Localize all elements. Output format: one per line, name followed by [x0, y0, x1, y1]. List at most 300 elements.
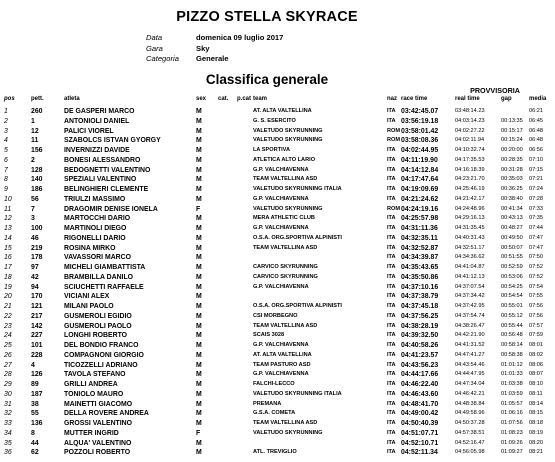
pos-cell: 15: [4, 244, 12, 252]
table-row: [4, 370, 543, 380]
bib-cell: 56: [31, 195, 39, 203]
gap-cell: 01:05:57: [501, 400, 523, 407]
team-cell: ATL. TREVIGLIO: [253, 449, 297, 456]
nation-cell: ITA: [387, 439, 396, 446]
pos-cell: 16: [4, 254, 12, 262]
pace-cell: 08:07: [529, 371, 543, 378]
nation-cell: ITA: [387, 186, 396, 192]
bib-cell: 217: [31, 312, 43, 320]
nation-cell: ITA: [387, 351, 396, 358]
pos-cell: 9: [4, 186, 8, 193]
nation-cell: ITA: [387, 449, 396, 456]
pace-cell: 07:52: [529, 264, 543, 270]
team-cell: TEAM VALTELLINA ASD: [253, 244, 318, 251]
sex-cell: M: [196, 195, 202, 203]
category-row: [146, 54, 283, 65]
header-pos: pos: [4, 96, 15, 102]
race-time-cell: 04:40:58.26: [401, 342, 439, 349]
bib-cell: 136: [31, 420, 43, 427]
athlete-cell: INVERNIZZI DAVIDE: [64, 147, 130, 154]
pace-cell: 08:15: [529, 410, 543, 417]
real-time-cell: 04:03:14.23: [455, 117, 485, 124]
sex-cell: M: [196, 420, 202, 427]
gap-cell: 01:03:38: [501, 381, 523, 387]
athlete-cell: LONGHI ROBERTO: [64, 332, 128, 340]
nation-cell: ITA: [387, 166, 396, 173]
athlete-cell: MARTINOLI DIEGO: [64, 225, 127, 232]
header-cat: cat.: [218, 96, 229, 102]
race-time-cell: 04:38:28.19: [401, 322, 439, 330]
table-row: [4, 175, 543, 185]
table-row: [4, 263, 543, 273]
gap-cell: 00:48:27: [501, 225, 523, 231]
sex-cell: M: [196, 176, 202, 184]
athlete-cell: MILANI PAOLO: [64, 303, 114, 310]
header-atleta: atleta: [64, 96, 80, 102]
real-time-cell: 04:02:11.94: [455, 137, 485, 144]
pos-cell: 30: [4, 390, 12, 398]
team-cell: G.S.A. COMETA: [253, 410, 296, 417]
real-time-cell: 03:48:14.23: [455, 108, 485, 114]
team-cell: AT. ALTA VALTELLINA: [253, 108, 312, 114]
pos-cell: 28: [4, 371, 12, 379]
pos-cell: 7: [4, 166, 8, 174]
header-gap: gap: [501, 96, 512, 102]
nation-cell: ITA: [387, 264, 396, 270]
nation-cell: ITA: [387, 215, 396, 222]
athlete-cell: ANTONIOLI DANIEL: [64, 117, 130, 125]
athlete-cell: TICOZZELLI ADRIANO: [64, 361, 138, 369]
gap-cell: 01:07:56: [501, 420, 523, 426]
gap-cell: 00:35:03: [501, 176, 523, 183]
sex-cell: M: [196, 108, 202, 115]
race-row: [146, 44, 283, 55]
race-time-cell: 04:11:19.90: [401, 156, 438, 164]
nation-cell: ITA: [387, 361, 396, 368]
team-cell: VALETUDO SKYRUNNING: [253, 137, 323, 144]
sex-cell: M: [196, 390, 202, 398]
race-time-cell: 03:58:01.42: [401, 127, 439, 135]
race-time-cell: 04:46:22.40: [401, 381, 439, 388]
nation-cell: ITA: [387, 293, 396, 300]
pace-cell: 07:33: [529, 205, 543, 212]
athlete-cell: COMPAGNONI GIORGIO: [64, 351, 144, 359]
race-time-cell: 04:44:17.66: [401, 371, 439, 379]
sex-cell: M: [196, 342, 202, 349]
athlete-cell: TAVOLA STEFANO: [64, 371, 126, 379]
athlete-cell: DELLA ROVERE ANDREA: [64, 410, 149, 418]
category-value: Generale: [196, 54, 229, 63]
pace-cell: 07:44: [529, 225, 543, 231]
athlete-cell: SPEZIALI VALENTINO: [64, 176, 137, 184]
athlete-cell: RIGONELLI DARIO: [64, 234, 126, 242]
real-time-cell: 04:50:37.28: [455, 420, 485, 426]
sex-cell: M: [196, 303, 202, 310]
nation-cell: ITA: [387, 381, 396, 387]
pace-cell: 07:54: [529, 283, 543, 290]
gap-cell: 01:08:23: [501, 429, 523, 436]
race-time-cell: 04:35:50.86: [401, 273, 439, 281]
team-cell: CARVICO SKYRUNNING: [253, 264, 318, 270]
pace-cell: 07:24: [529, 186, 543, 192]
nation-cell: ITA: [387, 410, 396, 417]
gap-cell: 01:09:26: [501, 439, 523, 446]
sex-cell: M: [196, 225, 202, 232]
nation-cell: ITA: [387, 244, 396, 251]
pace-cell: 07:56: [529, 303, 543, 309]
table-row: [4, 185, 543, 195]
athlete-cell: BELINGHIERI CLEMENTE: [64, 186, 149, 193]
nation-cell: ITA: [387, 273, 396, 280]
sex-cell: M: [196, 147, 202, 154]
pos-cell: 32: [4, 410, 12, 418]
gap-cell: 01:03:59: [501, 390, 523, 397]
pos-cell: 8: [4, 176, 8, 184]
bib-cell: 11: [31, 137, 39, 145]
athlete-cell: DE GASPERI MARCO: [64, 108, 135, 115]
race-label: Gara: [146, 43, 163, 53]
header-media: media: [529, 96, 547, 102]
bib-cell: 38: [31, 400, 39, 408]
race-time-cell: 04:17:47.64: [401, 176, 439, 184]
athlete-cell: GROSSI VALENTINO: [64, 420, 133, 427]
bib-cell: 7: [31, 205, 35, 213]
gap-cell: 00:28:35: [501, 156, 523, 163]
pos-cell: 21: [4, 303, 12, 310]
real-time-cell: 04:23:21.70: [455, 176, 485, 183]
race-time-cell: 04:43:56.23: [401, 361, 439, 369]
date-row: [146, 33, 283, 44]
table-row: [4, 107, 543, 117]
bib-cell: 227: [31, 332, 43, 340]
nation-cell: ITA: [387, 234, 396, 241]
bib-cell: 170: [31, 293, 43, 301]
table-row: [4, 234, 543, 244]
team-cell: VALETUDO SKYRUNNING: [253, 205, 323, 212]
real-time-cell: 04:57:38.51: [455, 429, 485, 436]
real-time-cell: 04:47:41.27: [455, 351, 485, 358]
pos-cell: 22: [4, 312, 12, 320]
real-time-cell: 04:32:51.17: [455, 244, 485, 251]
real-time-cell: 04:47:34.04: [455, 381, 485, 387]
athlete-cell: VICIANI ALEX: [64, 293, 110, 301]
bib-cell: 62: [31, 449, 39, 457]
nation-cell: ITA: [387, 117, 396, 124]
team-cell: G. S. ESERCITO: [253, 117, 296, 124]
pos-cell: 3: [4, 127, 8, 135]
real-time-cell: 04:17:35.53: [455, 156, 485, 163]
table-row: [4, 214, 543, 224]
pace-cell: 06:21: [529, 108, 543, 114]
table-row: [4, 400, 543, 410]
athlete-cell: GUSMEROLI PAOLO: [64, 322, 132, 330]
gap-cell: 01:09:27: [501, 449, 523, 456]
real-time-cell: 04:42:21.90: [455, 332, 485, 339]
bib-cell: 46: [31, 234, 39, 242]
race-time-cell: 04:39:32.50: [401, 332, 439, 340]
sex-cell: M: [196, 293, 202, 301]
gap-cell: 00:55:44: [501, 322, 523, 329]
athlete-cell: ALQUA' VALENTINO: [64, 439, 132, 447]
race-time-cell: 04:50:40.39: [401, 420, 439, 427]
team-cell: TEAM PASTURO ASD: [253, 361, 311, 368]
athlete-cell: GRILLI ANDREA: [64, 381, 118, 388]
table-row: [4, 146, 543, 156]
nation-cell: ITA: [387, 332, 396, 339]
pace-cell: 07:55: [529, 293, 543, 300]
table-row: [4, 429, 543, 439]
race-time-cell: 04:32:35.11: [401, 234, 438, 242]
table-row: [4, 361, 543, 371]
gap-cell: 00:54:54: [501, 293, 523, 300]
race-time-cell: 04:46:43.60: [401, 390, 439, 398]
gap-cell: 00:58:14: [501, 342, 523, 348]
nation-cell: ITA: [387, 312, 396, 319]
bib-cell: 2: [31, 156, 35, 164]
team-cell: MERA ATHLETIC CLUB: [253, 215, 315, 222]
gap-cell: 00:55:12: [501, 312, 523, 319]
sex-cell: M: [196, 322, 202, 330]
pace-cell: 06:48: [529, 137, 543, 144]
real-time-cell: 04:31:35.45: [455, 225, 485, 231]
pace-cell: 07:28: [529, 195, 543, 202]
bib-cell: 187: [31, 390, 43, 398]
gap-cell: 01:06:16: [501, 410, 523, 417]
pos-cell: 31: [4, 400, 12, 408]
gap-cell: 00:58:38: [501, 351, 523, 358]
bib-cell: 101: [31, 342, 43, 349]
real-time-cell: 04:25:46.19: [455, 186, 485, 192]
gap-cell: 00:31:28: [501, 166, 523, 173]
real-time-cell: 04:38:26.47: [455, 322, 485, 329]
table-row: [4, 253, 543, 263]
pos-cell: 36: [4, 449, 12, 457]
sex-cell: M: [196, 273, 202, 281]
race-time-cell: 04:19:09.69: [401, 186, 439, 193]
bib-cell: 12: [31, 127, 39, 135]
pos-cell: 25: [4, 342, 12, 349]
sex-cell: M: [196, 117, 202, 125]
athlete-cell: MARTOCCHI DARIO: [64, 215, 131, 223]
team-cell: VALETUDO SKYRUNNING: [253, 429, 323, 436]
race-time-cell: 04:24:19.16: [401, 205, 439, 213]
table-row: [4, 244, 543, 254]
race-time-cell: 04:41:23.57: [401, 351, 439, 359]
table-row: [4, 380, 543, 390]
bib-cell: 219: [31, 244, 43, 252]
pos-cell: 20: [4, 293, 12, 301]
gap-cell: 01:01:33: [501, 371, 523, 378]
race-time-cell: 04:37:10.16: [401, 283, 439, 291]
real-time-cell: 04:34:36.62: [455, 254, 485, 261]
pos-cell: 14: [4, 234, 12, 242]
pos-cell: 11: [4, 205, 12, 213]
sex-cell: M: [196, 234, 202, 242]
race-time-cell: 04:21:24.62: [401, 195, 439, 203]
pace-cell: 07:21: [529, 176, 543, 183]
real-time-cell: 04:02:27.22: [455, 127, 485, 134]
gap-cell: 00:51:55: [501, 254, 523, 261]
team-cell: VALETUDO SKYRUNNING: [253, 127, 323, 134]
team-cell: VALETUDO SKYRUNNING ITALIA: [253, 186, 342, 192]
pos-cell: 34: [4, 429, 12, 437]
pos-cell: 4: [4, 137, 8, 145]
real-time-cell: 04:37:54.74: [455, 312, 485, 319]
sex-cell: M: [196, 449, 202, 457]
bib-cell: 97: [31, 264, 39, 271]
race-time-cell: 04:32:52.87: [401, 244, 439, 252]
gap-cell: 00:43:13: [501, 215, 523, 222]
nation-cell: ITA: [387, 390, 396, 397]
nation-cell: ROM: [387, 127, 401, 134]
table-row: [4, 195, 543, 205]
event-info: [146, 33, 283, 65]
team-cell: TEAM VALTELLINA ASD: [253, 322, 318, 329]
bib-cell: 42: [31, 273, 39, 281]
nation-cell: ITA: [387, 420, 396, 426]
real-time-cell: 04:43:54.46: [455, 361, 485, 368]
real-time-cell: 04:40:31.43: [455, 234, 485, 241]
pace-cell: 08:02: [529, 351, 543, 358]
real-time-cell: 04:24:48.96: [455, 205, 485, 212]
bib-cell: 186: [31, 186, 43, 193]
race-time-cell: 04:51:07.71: [401, 429, 439, 437]
gap-cell: 00:36:25: [501, 186, 523, 192]
athlete-cell: SCIUCHETTI RAFFAELE: [64, 283, 144, 291]
sex-cell: F: [196, 429, 201, 437]
header-pett: pett.: [31, 96, 44, 102]
athlete-cell: MICHELI GIAMBATTISTA: [64, 264, 146, 271]
real-time-cell: 04:16:18.39: [455, 166, 485, 173]
table-row: [4, 331, 543, 341]
athlete-cell: BRAMBILLA DANILO: [64, 273, 134, 281]
sex-cell: M: [196, 283, 202, 291]
team-cell: G.P. VALCHIAVENNA: [253, 166, 309, 173]
pos-cell: 18: [4, 273, 12, 281]
gap-cell: 00:20:00: [501, 147, 523, 153]
sex-cell: M: [196, 439, 202, 447]
sex-cell: M: [196, 400, 202, 408]
athlete-cell: DRAGOMIR DENISE IONELA: [64, 205, 158, 213]
page-title: PIZZO STELLA SKYRACE: [176, 9, 358, 25]
bib-cell: 89: [31, 381, 39, 388]
gap-cell: 00:50:07: [501, 244, 523, 251]
pace-cell: 07:56: [529, 312, 543, 319]
table-row: [4, 409, 543, 419]
race-time-cell: 03:42:45.07: [401, 108, 439, 115]
pace-cell: 07:35: [529, 215, 543, 222]
table-row: [4, 419, 543, 429]
sex-cell: M: [196, 156, 202, 164]
pos-cell: 6: [4, 156, 8, 164]
race-time-cell: 03:56:19.18: [401, 117, 439, 125]
pace-cell: 08:20: [529, 439, 543, 446]
real-time-cell: 04:41:12.13: [455, 273, 485, 280]
nation-cell: ITA: [387, 156, 396, 163]
sex-cell: M: [196, 381, 202, 388]
team-cell: LA SPORTIVA: [253, 147, 290, 153]
bib-cell: 3: [31, 215, 35, 223]
table-header: [4, 96, 547, 106]
header-team: team: [253, 96, 268, 102]
header-pcat: p.cat: [237, 96, 252, 102]
real-time-cell: 04:41:04.87: [455, 264, 485, 270]
date-value: domenica 09 luglio 2017: [196, 33, 284, 42]
real-time-cell: 04:10:32.74: [455, 147, 485, 153]
team-cell: O.S.A. ORG.SPORTIVA ALPINISTI: [253, 234, 342, 241]
race-time-cell: 04:34:39.87: [401, 254, 439, 262]
table-row: [4, 448, 543, 458]
gap-cell: 00:52:59: [501, 264, 523, 270]
nation-cell: ROM: [387, 137, 401, 144]
pace-cell: 07:50: [529, 254, 543, 261]
table-row: [4, 273, 543, 283]
pos-cell: 24: [4, 332, 12, 340]
pace-cell: 08:21: [529, 449, 543, 456]
table-row: [4, 390, 543, 400]
race-time-cell: 04:49:00.42: [401, 410, 439, 418]
pos-cell: 17: [4, 264, 12, 271]
team-cell: G.P. VALCHIAVENNA: [253, 283, 309, 290]
pace-cell: 07:52: [529, 273, 543, 280]
sex-cell: F: [196, 205, 201, 213]
real-time-cell: 04:29:16.13: [455, 215, 485, 222]
gap-cell: 00:15:24: [501, 137, 523, 144]
gap-cell: 00:56:48: [501, 332, 523, 339]
athlete-cell: VAVASSORI MARCO: [64, 254, 131, 262]
real-time-cell: 04:21:42.17: [455, 195, 485, 202]
pos-cell: 2: [4, 117, 8, 125]
athlete-cell: TRIULZI MASSIMO: [64, 195, 126, 203]
team-cell: CSI MORBEGNO: [253, 312, 298, 319]
sex-cell: M: [196, 244, 202, 252]
team-cell: PREMANA: [253, 400, 282, 407]
pace-cell: 07:47: [529, 234, 543, 241]
race-time-cell: 04:52:10.71: [401, 439, 439, 447]
header-sex: sex: [196, 96, 207, 102]
bib-cell: 94: [31, 283, 39, 291]
bib-cell: 8: [31, 429, 35, 437]
bib-cell: 128: [31, 166, 43, 174]
sex-cell: M: [196, 166, 202, 174]
pos-cell: 19: [4, 283, 12, 291]
sex-cell: M: [196, 351, 202, 359]
team-cell: G.P. VALCHIAVENNA: [253, 195, 309, 202]
pace-cell: 08:18: [529, 420, 543, 426]
pace-cell: 07:10: [529, 156, 543, 163]
nation-cell: ITA: [387, 195, 396, 202]
table-row: [4, 292, 543, 302]
team-cell: G.P. VALCHIAVENNA: [253, 225, 309, 231]
sex-cell: M: [196, 312, 202, 320]
header-race-time: race time: [401, 96, 428, 102]
pace-cell: 08:06: [529, 361, 543, 368]
pace-cell: 06:48: [529, 127, 543, 134]
pace-cell: 07:57: [529, 322, 543, 329]
race-time-cell: 04:37:45.18: [401, 303, 439, 310]
race-time-cell: 04:37:56.25: [401, 312, 439, 320]
real-time-cell: 04:49:58.96: [455, 410, 485, 417]
table-row: [4, 224, 543, 234]
team-cell: TEAM VALTELLINA ASD: [253, 420, 318, 426]
bib-cell: 100: [31, 225, 43, 232]
bib-cell: 260: [31, 108, 43, 115]
nation-cell: ITA: [387, 371, 396, 378]
table-row: [4, 322, 543, 332]
team-cell: CARVICO SKYRUNNING: [253, 273, 318, 280]
nation-cell: ITA: [387, 322, 396, 329]
sex-cell: M: [196, 361, 202, 369]
